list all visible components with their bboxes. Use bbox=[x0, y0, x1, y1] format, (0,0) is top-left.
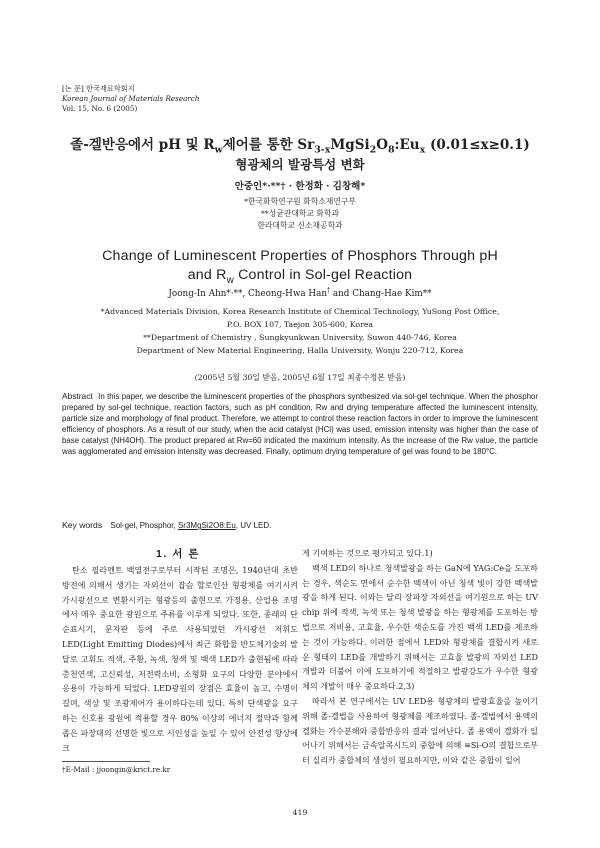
korean-affiliation: **성균관대학교 화학과 bbox=[260, 209, 340, 218]
english-affiliation: *Advanced Materials Division, Korea Research Institute of Chemical Technology, YuSong Post Office, bbox=[100, 307, 500, 316]
section-heading: 1. 서 론 bbox=[156, 548, 200, 560]
body-paragraph: 백색 LED의 하나로 청색발광을 하는 GaN에 YAG:Ce을 도포하는 경우, 색순도 면에서 순수한 백색이 아닌 청색 빛이 강한 백색발광을 하게 된다. 이와는 달리 장파장 자외선을 여기원으로 하는 UV chip 위에 적색, 녹색 또는 청색 발광을 하는 형광체를 도포하는 방법으로 저비용, 고효율, 우수한 색순도를 가진 백색 LED를 제조하는 것이 가능하다. 이러한 점에서 LED와 형광체를 결합시켜 새로운 형태의 LED를 개발하기 위해서는 고효율 발광의 자외선 LED 개발과 더불어 이에 도포하기에 적절하고 발광강도가 우수한 형광체의 개발이 매우 중요하다.2,3) bbox=[302, 562, 538, 692]
korean-affiliations bbox=[0, 196, 600, 232]
right-column bbox=[302, 546, 538, 768]
journal-name-en: Korean Journal of Materials Research bbox=[62, 94, 200, 103]
keywords-tail: , UV LED. bbox=[235, 521, 272, 530]
volume-issue: Vol. 15, No. 6 (2005) bbox=[62, 104, 138, 113]
page-number: 419 bbox=[292, 808, 308, 817]
korean-authors: 안중인*·**† · 한정화 · 김창해* bbox=[234, 181, 366, 192]
korean-affiliation: *한국화학연구원 화학소재연구부 bbox=[244, 197, 356, 206]
english-title-line1: Change of Luminescent Properties of Phosphors Through pH bbox=[102, 248, 498, 264]
korean-title-line2: 형광체의 발광특성 변화 bbox=[235, 157, 365, 172]
keywords-text: Sol-gel, Phosphor, bbox=[110, 521, 178, 530]
english-affiliation: Department of New Material Engineering, Halla University, Wonju 220-712, Korea bbox=[136, 346, 464, 355]
abstract bbox=[62, 391, 538, 457]
journal-header bbox=[62, 84, 200, 114]
left-column bbox=[62, 563, 298, 755]
footnote-email: †E-Mail : jjoongin@krict.re.kr bbox=[62, 765, 171, 774]
english-authors: Joong-In Ahn*·**, Cheong-Hwa Han† and Chang-Hae Kim** bbox=[168, 287, 432, 299]
body-paragraph: 게 기여하는 것으로 평가되고 있다.1) bbox=[302, 548, 433, 558]
body-paragraph: 탄소 필라멘트 백열전구로부터 시작된 조명은, 1940년대 초반 방전에 의해서 생기는 자외선이 잡슴 할로인산 형광체를 여기시켜 가시광선으로 변환시키는 형광등의 출현으로 가정용, 산업용 조명에서 매우 중요한 광원으로 주류를 이루게 되었다. 또한, 종래의 단순표시기, 문자판 등에 주로 사용되었던 가시광선 저휘도 LED(Light Emitting Diodes)에서 최근 화합물 반도체기술의 발달로 고휘도 적색, 주황, 녹색, 청색 및 백색 LED가 출현됨에 따라 총천연색, 고신뢰성, 저전력소비, 소형화 요구의 다양한 분야에서 응용이 가능하게 되었다. LED광원의 장점은 효율이 높고, 수명이 길며, 색상 및 조광제어가 용이하다는데 있다. 특히 단색광을 요구하는 신호용 광원에 적용할 경우 80% 이상의 에너지 절약과 함께 좁은 파장대의 선명한 빛으로 시인성을 높일 수 있어 안전성 향상에 크 bbox=[62, 565, 298, 753]
keywords-label: Key words bbox=[62, 520, 103, 530]
english-affiliation: **Department of Chemistry , Sungkyunkwan University, Suwon 440-746, Korea bbox=[143, 333, 457, 342]
english-title-line2: and $R_w$ Control in Sol-gel Reaction bbox=[187, 267, 413, 286]
korean-title bbox=[40, 136, 560, 174]
korean-title-line1: 졸-겔반응에서 pH 및 $R_w$제어를 통한 $Sr_{3-x}MgSi_2O_8:Eu_x$ (0.01≤x≥0.1) bbox=[70, 137, 530, 156]
english-affiliations bbox=[0, 305, 600, 357]
received-dates: (2005년 5월 30일 받음, 2005년 6월 17일 최종수정본 받음) bbox=[194, 373, 406, 382]
article-type-journal-name-ko: [논 문] 한국재료학회지 bbox=[62, 84, 135, 93]
keywords-formula: Sr3MgSi2O8:Eu bbox=[177, 521, 236, 530]
keywords bbox=[62, 520, 271, 530]
korean-affiliation: 한라대학교 신소재공학과 bbox=[257, 221, 343, 230]
english-affiliation: P.O. BOX 107, Taejon 305-600, Korea bbox=[226, 320, 374, 329]
body-paragraph: 따라서 본 연구에서는 UV LED용 형광체의 발광효율을 높이기 위해 졸-겔법을 사용하여 형광체를 제조하였다. 졸-겔법에서 용액의 겔화는 가수분해와 중합반응의 결과 일어난다. 졸 용액이 겔화가 일어나기 위해서는 금속알콕시드의 중합에 의해 ≡Si-O의 결합으로부터 실리카 중합체의 생성이 필요하지만, 이와 같은 중합이 일어 bbox=[302, 695, 538, 766]
footnote-rule bbox=[62, 761, 150, 762]
english-title bbox=[40, 247, 560, 285]
abstract-text: In this paper, we describe the luminescent properties of the phosphors synthesized via sol-gel technique. When the phosphor prepared by sol-gel technique, reaction factors, such as pH condition, Rw and drying temperature affected the luminescent intensity, particle size and morphology of final product. Therefore, we attempt to control these reaction factors in order to improve the luminescent efficiency of phosphors. As a result of our study, when the acid catalyst (HCl) was used, emission intensity was higher than the case of base catalyst (NH4OH). The product prepared at Rw=60 indicated the maximum intensity. As the increase of the Rw value, the particle was agglomerated and emission intensity was decreased. Finally, optimum drying temperature of gel was found to be 180°C. bbox=[62, 392, 538, 456]
abstract-label: Abstract bbox=[62, 391, 93, 401]
